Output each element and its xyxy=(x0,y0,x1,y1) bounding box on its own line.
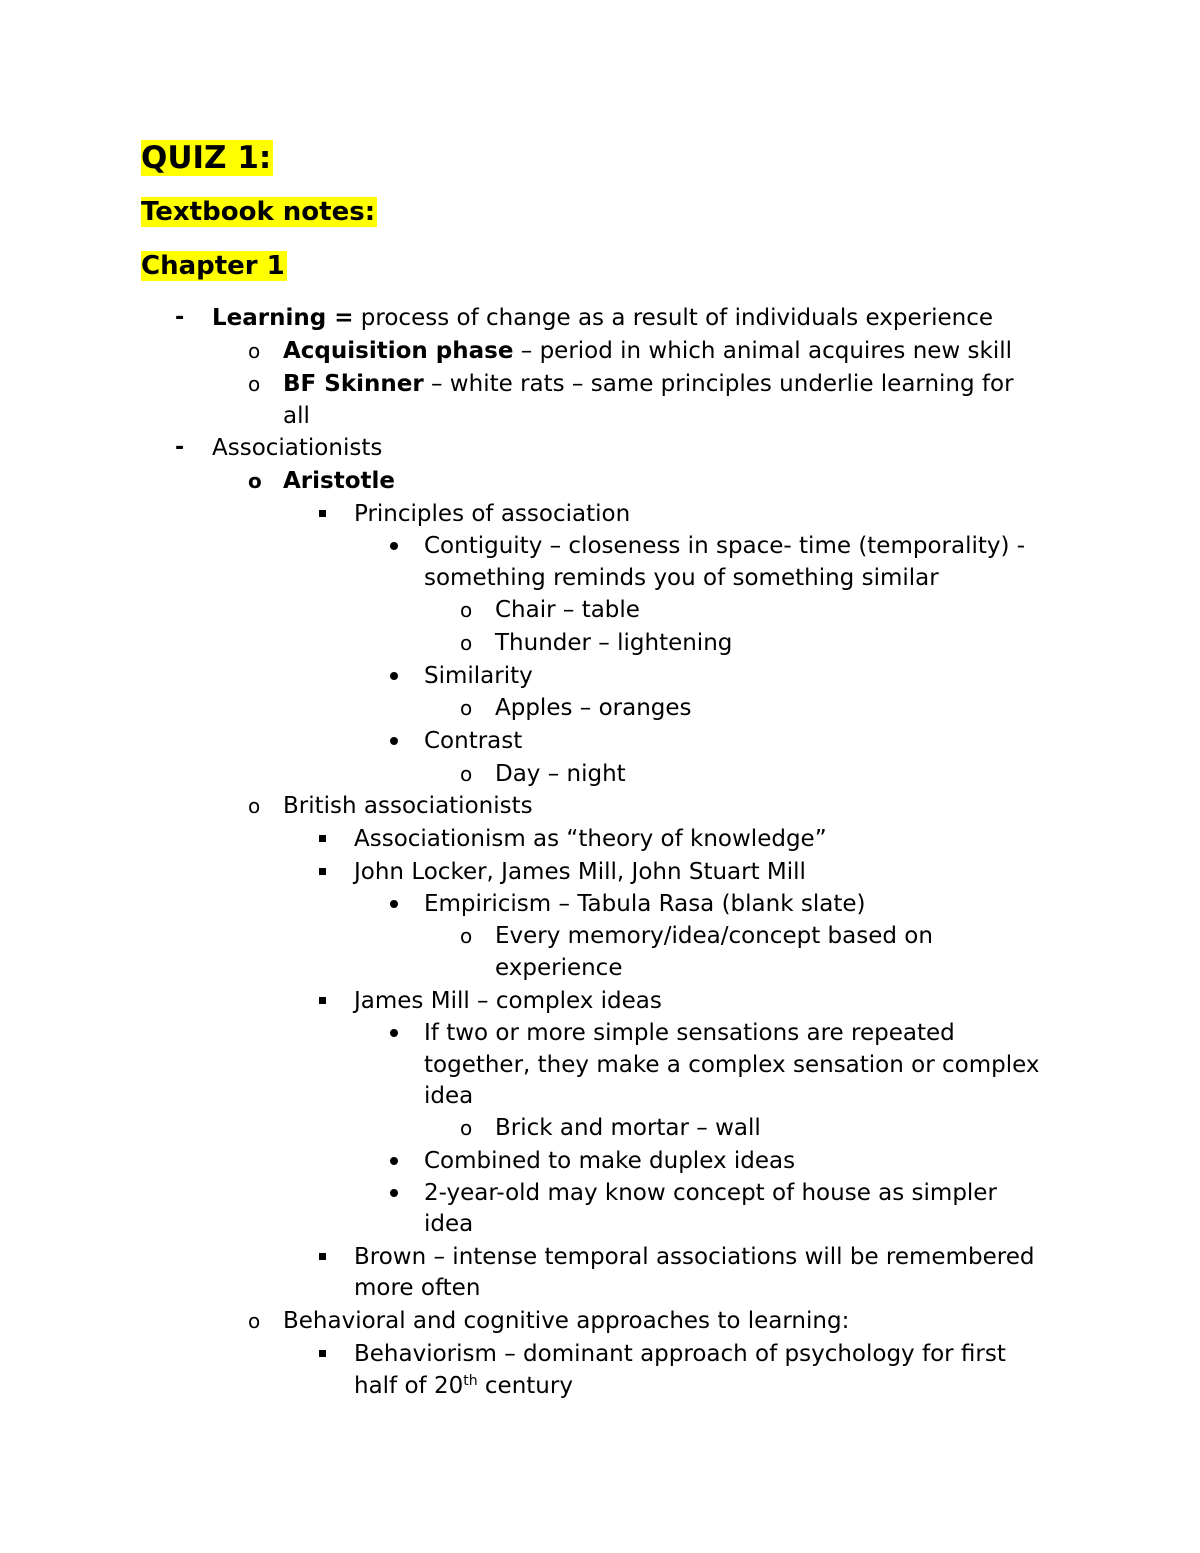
list-item-principles: Principles of association xyxy=(354,501,631,527)
dot-bullet xyxy=(390,1189,398,1197)
list-item-brick: Brick and mortar – wall xyxy=(495,1115,761,1141)
circle-bullet: o xyxy=(248,469,262,493)
quiz-heading-text: QUIZ 1: xyxy=(141,140,272,176)
list-item-skinner: BF Skinner – white rats – same principles underlie learning for xyxy=(283,371,1014,397)
dot-bullet xyxy=(390,542,398,550)
dot-bullet xyxy=(390,672,398,680)
list-item-behavioral: Behavioral and cognitive approaches to learning: xyxy=(283,1308,850,1334)
list-item-british: British associationists xyxy=(283,793,533,819)
list-item-twoyear-cont: idea xyxy=(424,1211,474,1237)
list-item-chair: Chair – table xyxy=(495,597,640,623)
square-bullet xyxy=(319,868,326,875)
square-bullet xyxy=(319,510,326,517)
circle-bullet: o xyxy=(248,372,261,396)
list-item-every-cont: experience xyxy=(495,955,623,981)
list-item-if: If two or more simple sensations are repeated xyxy=(424,1020,955,1046)
list-item-brown-cont: more often xyxy=(354,1275,481,1301)
list-item-if-cont-2: idea xyxy=(424,1083,474,1109)
circle-bullet: o xyxy=(248,339,261,363)
list-item-apples: Apples – oranges xyxy=(495,695,692,721)
square-bullet xyxy=(319,997,326,1004)
list-item-behaviorism-cont: half of 20th century xyxy=(354,1373,573,1399)
list-item-twoyear: 2-year-old may know concept of house as simpler xyxy=(424,1180,997,1206)
list-item-behaviorism: Behaviorism – dominant approach of psychology for first xyxy=(354,1341,1006,1367)
list-item-contrast: Contrast xyxy=(424,728,523,754)
circle-bullet: o xyxy=(460,762,473,786)
list-item-similarity: Similarity xyxy=(424,663,533,689)
circle-bullet: o xyxy=(460,1116,473,1140)
list-item-contiguity: Contiguity – closeness in space- time (temporality) - xyxy=(424,533,1026,559)
list-item-learning: Learning = process of change as a result of individuals experience xyxy=(212,305,993,331)
quiz-heading xyxy=(141,141,273,177)
list-item-day: Day – night xyxy=(495,761,626,787)
list-item-every: Every memory/idea/concept based on xyxy=(495,923,933,949)
circle-bullet: o xyxy=(460,598,473,622)
list-item-acquisition: Acquisition phase – period in which animal acquires new skill xyxy=(283,338,1013,364)
dash-bullet: - xyxy=(175,435,185,460)
circle-bullet: o xyxy=(248,794,261,818)
list-item-combined: Combined to make duplex ideas xyxy=(424,1148,796,1174)
dot-bullet xyxy=(390,1157,398,1165)
chapter-heading-text: Chapter 1 xyxy=(141,251,285,281)
circle-bullet: o xyxy=(248,1309,261,1333)
dot-bullet xyxy=(390,900,398,908)
dash-bullet: - xyxy=(175,305,185,330)
list-item-theory: Associationism as “theory of knowledge” xyxy=(354,826,827,852)
square-bullet xyxy=(319,1253,326,1260)
list-item-if-cont-1: together, they make a complex sensation or complex xyxy=(424,1052,1040,1078)
dot-bullet xyxy=(390,737,398,745)
circle-bullet: o xyxy=(460,696,473,720)
list-item-thunder: Thunder – lightening xyxy=(495,630,733,656)
chapter-heading xyxy=(141,252,287,282)
dot-bullet xyxy=(390,1029,398,1037)
list-item-brown: Brown – intense temporal associations will be remembered xyxy=(354,1244,1035,1270)
square-bullet xyxy=(319,1350,326,1357)
textbook-notes-heading xyxy=(141,198,377,228)
list-item-locke: John Locker, James Mill, John Stuart Mill xyxy=(354,859,806,885)
list-item-associationists: Associationists xyxy=(212,435,383,461)
list-item-skinner-cont: all xyxy=(283,403,310,429)
square-bullet xyxy=(319,835,326,842)
circle-bullet: o xyxy=(460,631,473,655)
list-item-empiricism: Empiricism – Tabula Rasa (blank slate) xyxy=(424,891,866,917)
list-item-aristotle: Aristotle xyxy=(283,468,395,494)
list-item-contiguity-cont: something reminds you of something similar xyxy=(424,565,939,591)
list-item-james: James Mill – complex ideas xyxy=(354,988,662,1014)
circle-bullet: o xyxy=(460,924,473,948)
textbook-heading-text: Textbook notes: xyxy=(141,197,376,227)
